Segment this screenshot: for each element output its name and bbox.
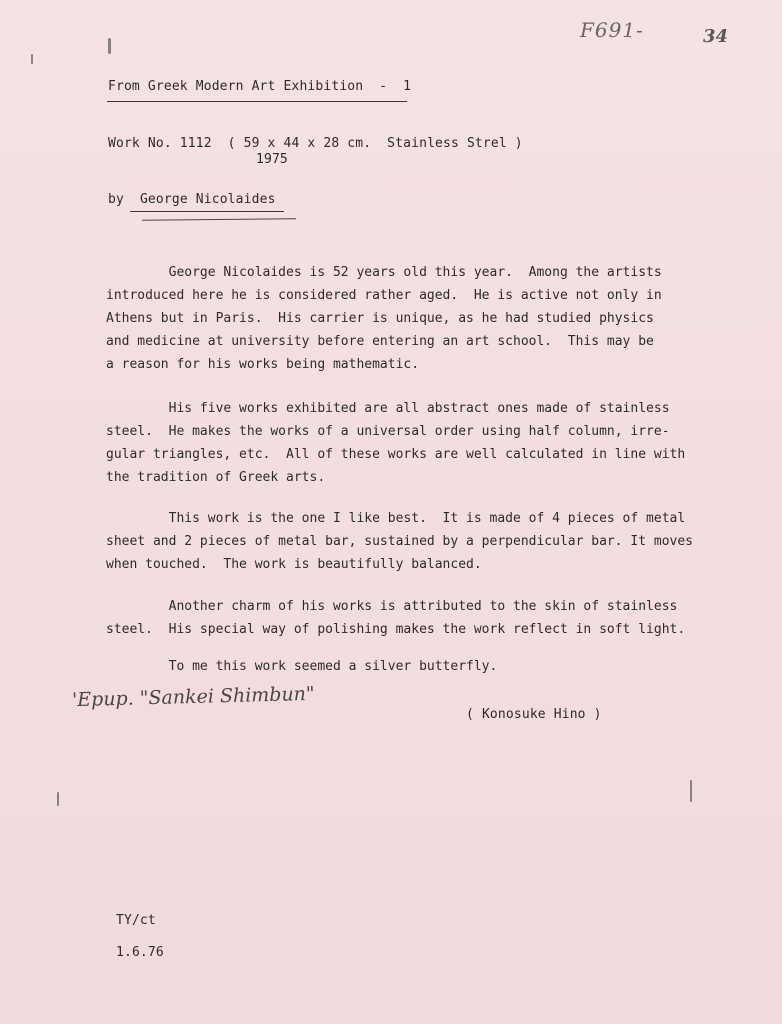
document-date: 1.6.76 (116, 945, 164, 960)
text-line: when touched. The work is beautifully balanced. (106, 557, 482, 572)
punch-mark-left-bottom (57, 792, 59, 806)
artist-name: George Nicolaides (139, 192, 276, 207)
handwritten-reference-number: F691- (580, 18, 644, 42)
work-year: 1975 (256, 152, 288, 167)
text-line: introduced here he is considered rather aged. He is active not only in (106, 288, 662, 303)
paragraph-3 (106, 507, 706, 576)
author-signature: ( Konosuke Hino ) (466, 707, 602, 722)
title-underline (107, 101, 407, 102)
text-line: George Nicolaides is 52 years old this year. Among the artists (106, 265, 662, 280)
text-line: a reason for his works being mathematic. (106, 357, 420, 372)
text-line: This work is the one I like best. It is made of 4 pieces of metal (106, 511, 686, 526)
text-line: His five works exhibited are all abstract ones made of stainless (106, 401, 670, 416)
punch-mark-left-top (31, 54, 33, 64)
byline (108, 192, 276, 207)
text-line: sheet and 2 pieces of metal bar, sustained by a perpendicular bar. It moves (106, 534, 693, 549)
paragraph-4 (106, 595, 706, 641)
text-line: and medicine at university before entering an art school. This may be (106, 334, 654, 349)
text-line: steel. His special way of polishing makes the work reflect in soft light. (106, 622, 686, 637)
artist-underline-second (142, 218, 296, 221)
paragraph-1 (106, 261, 706, 376)
paragraph-2 (106, 397, 706, 489)
paragraph-5 (106, 655, 706, 678)
document-title: From Greek Modern Art Exhibition - 1 (108, 79, 412, 94)
by-prefix: by (108, 192, 124, 207)
punch-mark-right (690, 780, 692, 802)
typist-initials: TY/ct (116, 913, 156, 928)
text-line: gular triangles, etc. All of these works are well calculated in line with (106, 447, 686, 462)
text-line: Another charm of his works is attributed to the skin of stainless (106, 599, 678, 614)
handwritten-page-number: 34 (703, 26, 729, 47)
handwritten-source-note: 'Epup. "Sankei Shimbun" (71, 682, 315, 712)
text-line: the tradition of Greek arts. (106, 470, 326, 485)
text-line: Athens but in Paris. His carrier is unique, as he had studied physics (106, 311, 654, 326)
work-description: Work No. 1112 ( 59 x 44 x 28 cm. Stainless Strel ) (108, 136, 523, 151)
text-line: steel. He makes the works of a universal order using half column, irre- (106, 424, 670, 439)
artist-underline (130, 211, 284, 212)
punch-mark-top (108, 38, 111, 54)
text-line: To me this work seemed a silver butterfly. (106, 659, 498, 674)
